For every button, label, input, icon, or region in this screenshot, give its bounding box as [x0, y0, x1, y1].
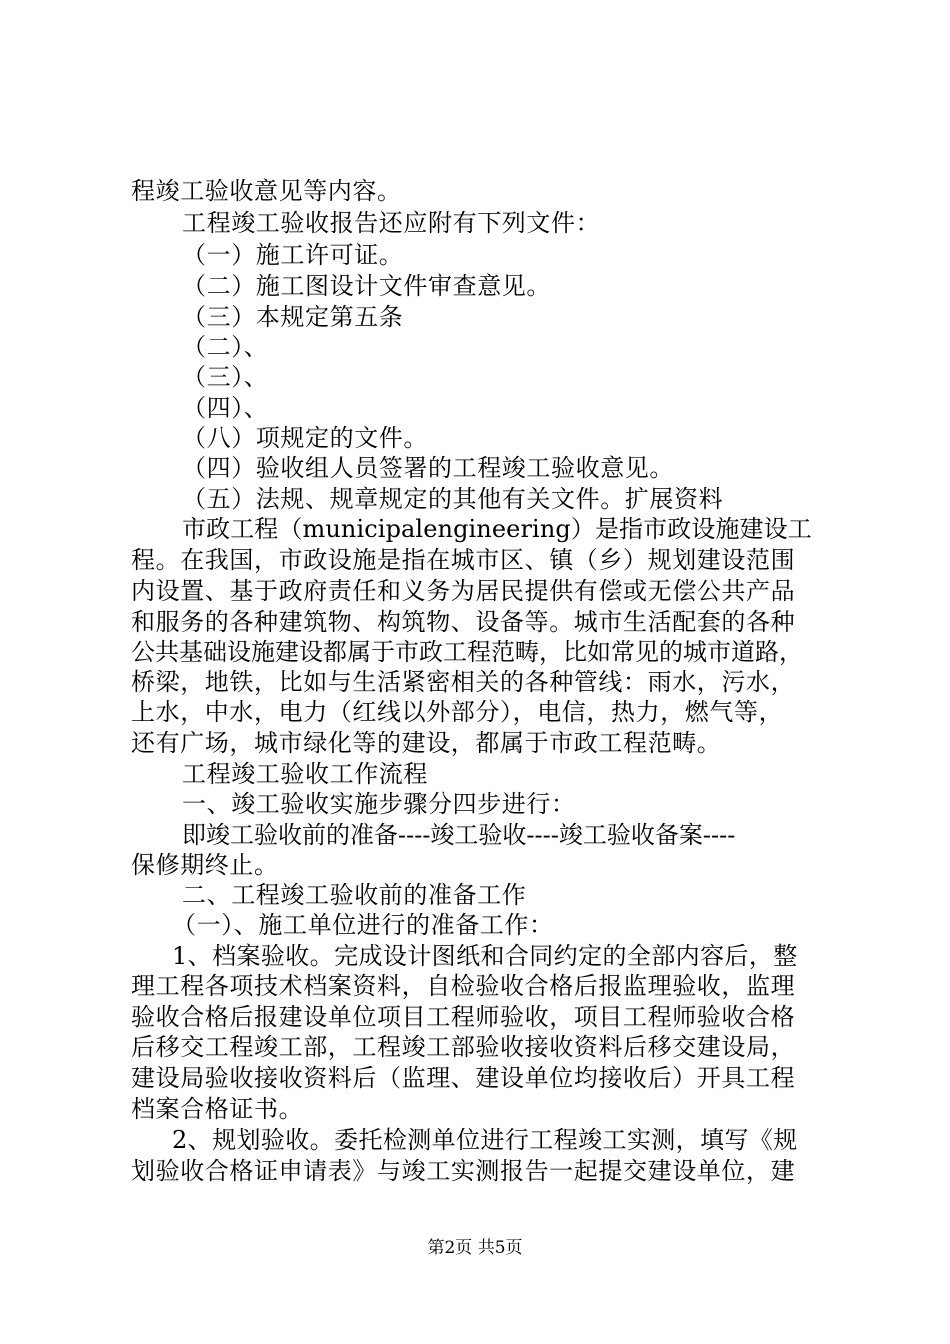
- text-line: 还有广场，城市绿化等的建设，都属于市政工程范畴。: [131, 729, 722, 757]
- text-line: 一、竣工验收实施步骤分四步进行：: [182, 790, 576, 818]
- text-line: 程。在我国，市政设施是指在城市区、镇（乡）规划建设范围: [131, 546, 796, 574]
- text-line: 上水，中水，电力（红线以外部分），电信，热力，燃气等，: [131, 698, 784, 726]
- text-line: 1、档案验收。完成设计图纸和合同约定的全部内容后，整: [172, 942, 798, 970]
- text-line: 验收合格后报建设单位项目工程师验收，项目工程师验收合格: [131, 1003, 796, 1031]
- text-line: 理工程各项技术档案资料，自检验收合格后报监理验收，监理: [131, 972, 796, 1000]
- text-line: （一）施工许可证。: [182, 241, 404, 269]
- text-line: 程竣工验收意见等内容。: [131, 177, 402, 205]
- text-line: （四）验收组人员签署的工程竣工验收意见。: [182, 454, 674, 482]
- text-line: 保修期终止。: [131, 851, 279, 879]
- text-line: 后移交工程竣工部，工程竣工部验收接收资料后移交建设局，: [131, 1033, 796, 1061]
- text-line: （八）项规定的文件。: [182, 424, 428, 452]
- text-line: （五）法规、规章规定的其他有关文件。扩展资料: [182, 485, 724, 513]
- text-line: 档案合格证书。: [131, 1095, 304, 1123]
- text-line: 即竣工验收前的准备----竣工验收----竣工验收备案----: [182, 821, 736, 849]
- text-line: （三）、: [182, 363, 269, 391]
- text-line: 内设置、基于政府责任和义务为居民提供有偿或无偿公共产品: [131, 577, 796, 605]
- text-line: 工程竣工验收工作流程: [182, 760, 428, 788]
- text-line: 建设局验收接收资料后（监理、建设单位均接收后）开具工程: [131, 1064, 796, 1092]
- text-line: 和服务的各种建筑物、构筑物、设备等。城市生活配套的各种: [131, 608, 796, 636]
- text-line: 划验收合格证申请表》与竣工实测报告一起提交建设单位，建: [131, 1157, 796, 1185]
- text-line: （二）、: [182, 333, 269, 361]
- text-line: 2、规划验收。委托检测单位进行工程竣工实测，填写《规: [172, 1126, 798, 1154]
- text-line: 公共基础设施建设都属于市政工程范畴，比如常见的城市道路，: [131, 638, 803, 666]
- text-line: （一）、施工单位进行的准备工作：: [172, 911, 554, 939]
- text-line: （四）、: [182, 394, 269, 422]
- text-line: 工程竣工验收报告还应附有下列文件：: [182, 209, 601, 237]
- page-number: 第2页 共5页: [427, 1238, 523, 1258]
- text-line: 桥梁，地铁，比如与生活紧密相关的各种管线：雨水，污水，: [131, 668, 796, 696]
- page-footer: [0, 1237, 950, 1259]
- text-line: 二、工程竣工验收前的准备工作: [182, 881, 527, 909]
- text-line: 市政工程（municipalengineering）是指市政设施建设工: [182, 515, 812, 543]
- text-line: （二）施工图设计文件审查意见。: [182, 272, 551, 300]
- text-line: （三）本规定第五条: [182, 303, 404, 331]
